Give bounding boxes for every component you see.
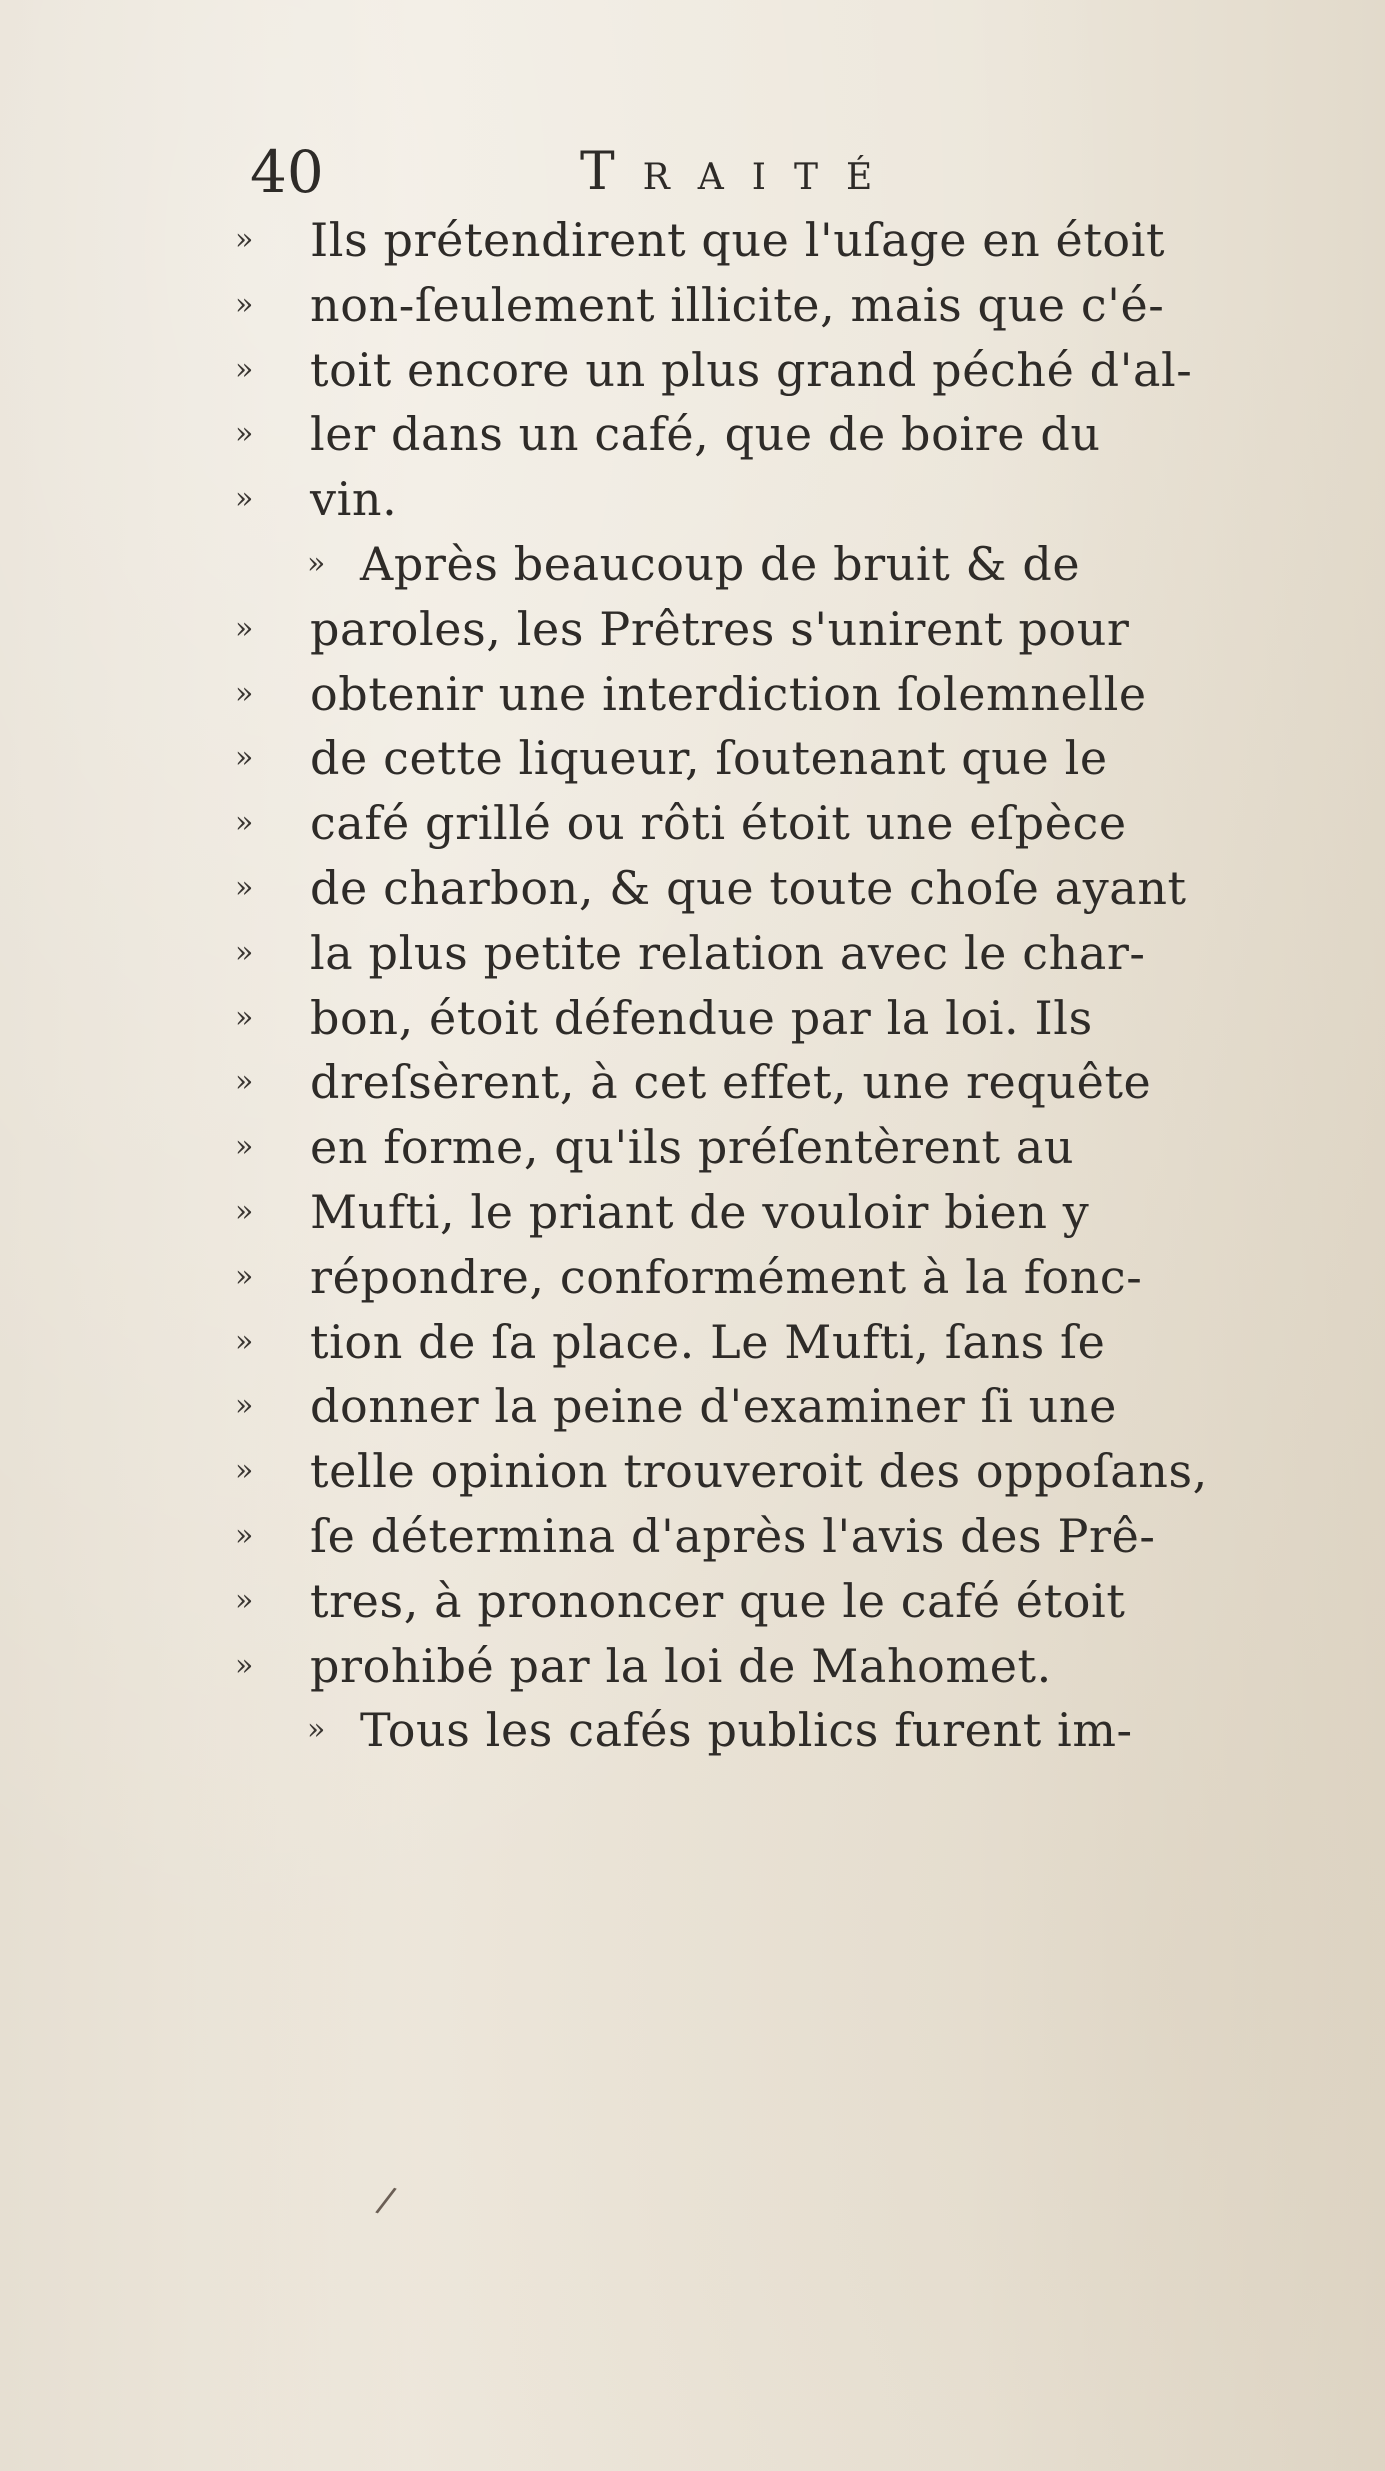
- text-line: [235, 1698, 1255, 1763]
- page-header: [250, 132, 1050, 212]
- quote-marker: »: [235, 416, 254, 452]
- line-text: Ils prétendirent que l'uſage en étoit: [310, 213, 1166, 267]
- quote-marker: »: [235, 740, 254, 776]
- line-text: paroles, les Prêtres s'unirent pour: [310, 601, 1130, 656]
- quote-marker: »: [235, 675, 254, 711]
- line-text: obtenir une interdiction ſolemnelle: [310, 666, 1147, 721]
- quote-marker: »: [235, 934, 254, 970]
- line-text: Tous les cafés publics furent im-: [360, 1703, 1133, 1758]
- line-text: ler dans un café, que de boire du: [310, 407, 1101, 462]
- stray-ink-mark: /: [373, 2179, 399, 2222]
- quote-marker: »: [235, 999, 254, 1035]
- quote-marker: »: [235, 1064, 254, 1100]
- line-text: telle opinion trouveroit des oppoſans,: [310, 1444, 1208, 1499]
- text-line: [235, 208, 1255, 273]
- text-line: [235, 402, 1255, 467]
- text-line: [235, 662, 1255, 727]
- quote-marker: »: [235, 351, 254, 387]
- text-line: [235, 273, 1255, 338]
- quote-marker: »: [235, 1129, 254, 1165]
- line-text: tres, à prononcer que le café étoit: [310, 1573, 1126, 1628]
- line-text: Après beaucoup de bruit & de: [360, 536, 1081, 591]
- quote-marker: »: [235, 1388, 254, 1424]
- text-line: [235, 1439, 1255, 1504]
- line-text: toit encore un plus grand péché d'al-: [310, 342, 1193, 397]
- text-line: [235, 921, 1255, 986]
- line-text: donner la peine d'examiner ſi une: [310, 1379, 1117, 1434]
- quote-marker: »: [235, 222, 254, 257]
- text-line: [235, 856, 1255, 921]
- quote-marker: »: [235, 286, 254, 322]
- line-text: dreſsèrent, à cet effet, une requête: [310, 1055, 1152, 1110]
- text-line: [235, 1569, 1255, 1634]
- quote-marker: »: [235, 1453, 254, 1489]
- text-line: [235, 1050, 1255, 1115]
- quote-marker: »: [235, 805, 254, 841]
- text-line: [235, 1504, 1255, 1569]
- quote-marker: »: [235, 610, 254, 646]
- text-line: [235, 1245, 1255, 1310]
- quote-marker: »: [307, 545, 326, 581]
- line-text: non-ſeulement illicite, mais que c'é-: [310, 277, 1165, 332]
- line-text: ſe détermina d'après l'avis des Prê-: [310, 1508, 1156, 1563]
- quote-marker: »: [235, 1258, 254, 1294]
- text-line: [235, 1634, 1255, 1699]
- quote-marker: »: [235, 1517, 254, 1553]
- line-text: tion de ſa place. Le Mufti, ſans ſe: [310, 1314, 1106, 1369]
- text-line: [235, 726, 1255, 791]
- quote-marker: »: [235, 1582, 254, 1618]
- quote-marker: »: [235, 1193, 254, 1229]
- body-text: [235, 208, 1255, 1763]
- line-text: Mufti, le priant de vouloir bien y: [310, 1184, 1090, 1239]
- line-text: prohibé par la loi de Mahomet.: [310, 1638, 1052, 1693]
- text-line: [235, 532, 1255, 597]
- line-text: vin.: [310, 472, 398, 527]
- quote-marker: »: [235, 1647, 254, 1683]
- line-text: café grillé ou rôti étoit une eſpèce: [310, 796, 1127, 851]
- line-text: de charbon, & que toute choſe ayant: [310, 860, 1187, 915]
- page-number: 40: [250, 138, 324, 206]
- line-text: en forme, qu'ils préſentèrent au: [310, 1120, 1075, 1175]
- quote-marker: »: [235, 1323, 254, 1359]
- quote-marker: »: [235, 869, 254, 905]
- text-line: [235, 1310, 1255, 1375]
- text-line: [235, 1115, 1255, 1180]
- line-text: de cette liqueur, ſoutenant que le: [310, 731, 1108, 786]
- text-line: [235, 1180, 1255, 1245]
- running-title: Traité: [580, 142, 901, 202]
- text-line: [235, 338, 1255, 403]
- line-text: bon, étoit défendue par la loi. Ils: [310, 990, 1093, 1045]
- text-line: [235, 597, 1255, 662]
- text-line: [235, 986, 1255, 1051]
- quote-marker: »: [307, 1712, 326, 1748]
- text-line: [235, 791, 1255, 856]
- text-line: [235, 467, 1255, 532]
- line-text: la plus petite relation avec le char-: [310, 925, 1146, 980]
- quote-marker: »: [235, 481, 254, 517]
- line-text: répondre, conformément à la fonc-: [310, 1249, 1143, 1304]
- text-line: [235, 1374, 1255, 1439]
